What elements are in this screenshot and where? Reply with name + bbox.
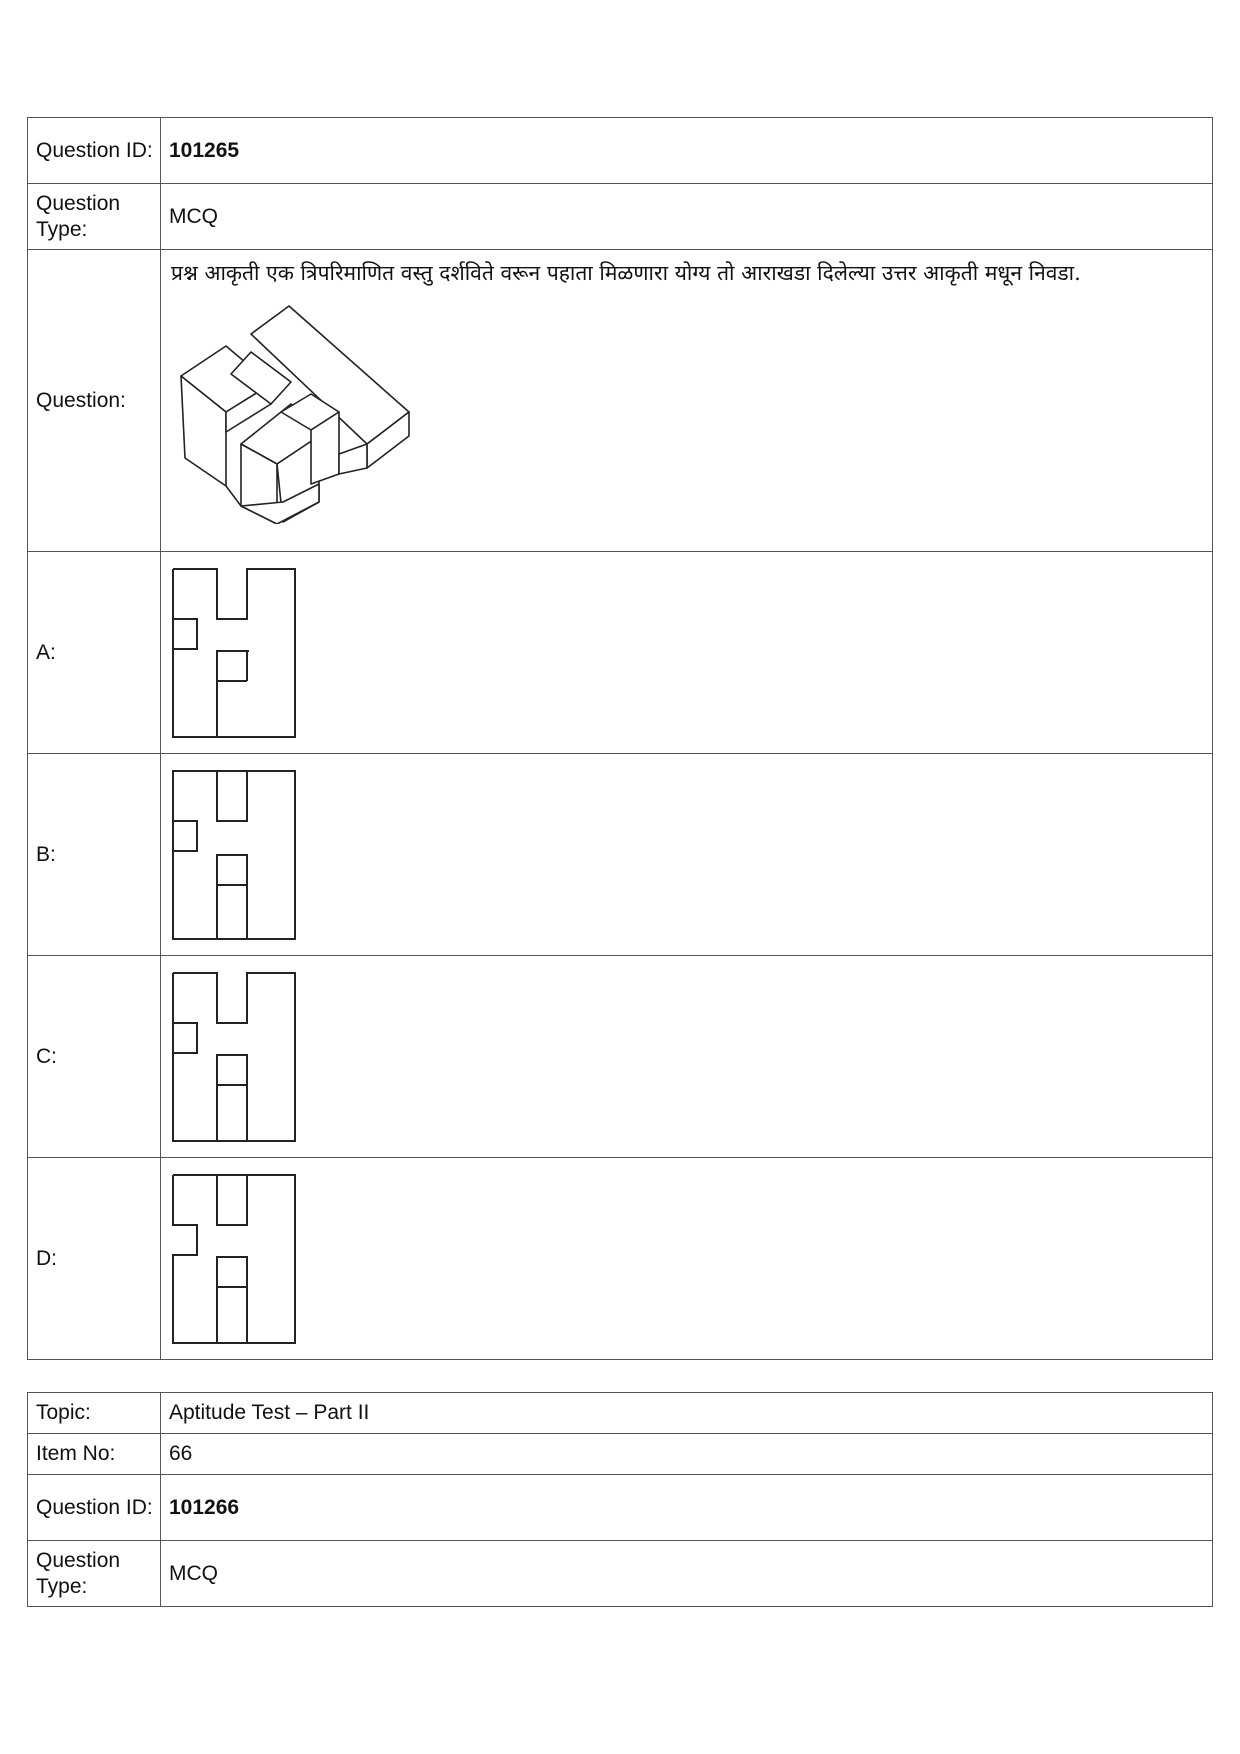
option-a-figure: [169, 565, 299, 741]
topic-label: Topic:: [28, 1393, 161, 1434]
option-row-b: [28, 754, 1213, 956]
question-type-row: [28, 184, 1213, 250]
item-no-value: 66: [161, 1434, 1213, 1475]
option-label-a: A:: [28, 552, 161, 754]
question-table: [27, 117, 1213, 1360]
option-a-cell[interactable]: [161, 552, 1213, 754]
question-id-label: Question ID:: [28, 118, 161, 184]
question-id-row: [28, 118, 1213, 184]
question-figure-3d-h: [171, 294, 421, 524]
option-row-d: [28, 1158, 1213, 1360]
next-question-type-label: Question Type:: [28, 1541, 161, 1607]
option-d-figure: [169, 1171, 299, 1347]
option-label-d: D:: [28, 1158, 161, 1360]
option-label-c: C:: [28, 956, 161, 1158]
question-type-label: Question Type:: [28, 184, 161, 250]
next-question-type-value: MCQ: [161, 1541, 1213, 1607]
item-no-row: [28, 1434, 1213, 1475]
question-label: Question:: [28, 250, 161, 552]
topic-value: Aptitude Test – Part II: [161, 1393, 1213, 1434]
question-text: प्रश्न आकृती एक त्रिपरिमाणित वस्तु दर्शविते वरून पहाता मिळणारा योग्य तो आराखडा दिलेल्या उत्तर आकृती मधून निवडा.: [171, 261, 1081, 285]
option-label-b: B:: [28, 754, 161, 956]
item-no-label: Item No:: [28, 1434, 161, 1475]
question-id-value: 101265: [161, 118, 1213, 184]
next-question-id-label: Question ID:: [28, 1475, 161, 1541]
question-cell: [161, 250, 1213, 552]
next-question-table: [27, 1392, 1213, 1607]
option-b-cell[interactable]: [161, 754, 1213, 956]
next-question-id-row: [28, 1475, 1213, 1541]
next-question-id-value: 101266: [161, 1475, 1213, 1541]
topic-row: [28, 1393, 1213, 1434]
option-c-figure: [169, 969, 299, 1145]
question-row: [28, 250, 1213, 552]
option-c-cell[interactable]: [161, 956, 1213, 1158]
next-question-type-row: [28, 1541, 1213, 1607]
option-row-c: [28, 956, 1213, 1158]
option-b-figure: [169, 767, 299, 943]
option-row-a: [28, 552, 1213, 754]
question-type-value: MCQ: [161, 184, 1213, 250]
option-d-cell[interactable]: [161, 1158, 1213, 1360]
